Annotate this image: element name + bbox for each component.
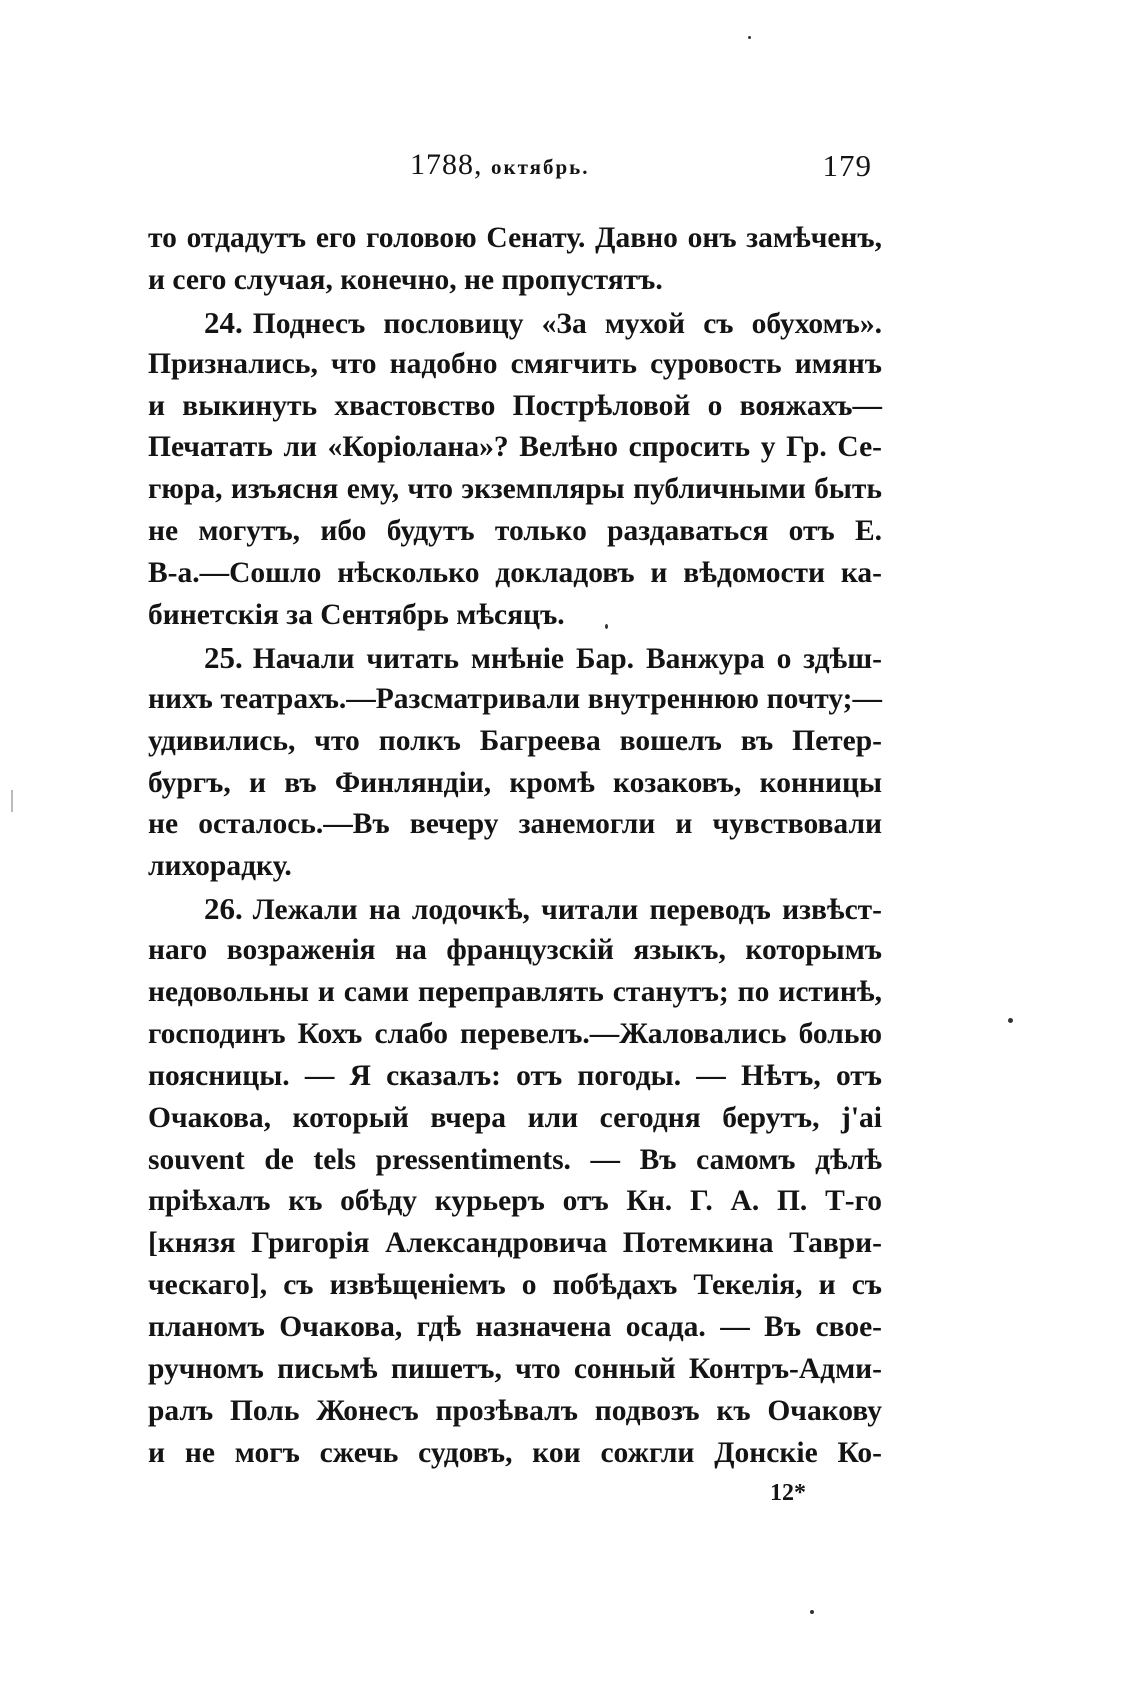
- text-line: нихъ театрахъ.—Разсматривали внутреннюю почту;—: [148, 682, 882, 715]
- text-line: бургъ, и въ Финляндіи, кромѣ козаковъ, конницы: [148, 766, 882, 799]
- text-line: ралъ Поль Жонесъ прозѣвалъ подвозъ къ Очакову: [148, 1394, 882, 1427]
- text-line: не могутъ, ибо будутъ только раздаваться отъ Е.: [148, 515, 882, 548]
- header-year: 1788,: [410, 148, 483, 181]
- text-line: В-а.—Сошло нѣсколько докладовъ и вѣдомости ка-: [148, 557, 882, 590]
- text-line: и не могъ сжечь судовъ, кои сожгли Донскіе Ко-: [148, 1436, 882, 1469]
- entry-number: 25.: [204, 639, 243, 675]
- text-line: недовольны и сами переправлять станутъ; по истинѣ,: [148, 976, 882, 1009]
- text-line: господинъ Кохъ слабо перевелъ.—Жаловались болью: [148, 1017, 882, 1050]
- header-month: октябрь.: [491, 155, 590, 179]
- entry-number: 24.: [204, 304, 243, 340]
- text-line: поясницы. — Я сказалъ: отъ погоды. — Нѣтъ, отъ: [148, 1059, 882, 1092]
- signature-mark: 12*: [770, 1480, 806, 1506]
- scan-speck: [810, 1610, 814, 1614]
- running-header: [148, 148, 882, 188]
- page-number: 179: [822, 148, 872, 183]
- body-text: [148, 218, 882, 1475]
- entry-line: 25. Начали читать мнѣніе Бар. Ванжура о здѣш-: [204, 639, 882, 675]
- text-line: то отдадутъ его головою Сенату. Давно онъ замѣченъ,: [148, 222, 882, 254]
- scan-speck: [605, 624, 608, 629]
- text-line: souvent de tels pressentiments. — Въ самомъ дѣлѣ: [148, 1143, 882, 1176]
- scan-speck: [11, 790, 13, 812]
- text-line: планомъ Очакова, гдѣ назначена осада. — Въ свое-: [148, 1311, 882, 1344]
- text-line: гюра, изъясня ему, что экземпляры публичными быть: [148, 473, 882, 506]
- text-line: лихорадку.: [148, 850, 292, 883]
- text-line: [князя Григорія Александровича Потемкина Таври-: [148, 1227, 882, 1260]
- scan-speck: [748, 36, 751, 39]
- text-line: Очакова, который вчера или сегодня берутъ, j'ai: [148, 1101, 882, 1134]
- text-line: пріѣхалъ къ обѣду курьеръ отъ Кн. Г. А. П. Т-го: [148, 1185, 882, 1218]
- header-title: [410, 148, 590, 182]
- text-line: удивились, что полкъ Багреева вошелъ въ Петер-: [148, 724, 882, 757]
- scan-speck: [1008, 1018, 1013, 1023]
- text-line: и сего случая, конечно, не пропустятъ.: [148, 263, 663, 296]
- text-line: ручномъ письмѣ пишетъ, что сонный Контръ-Адми-: [148, 1353, 882, 1386]
- text-line: ческаго], съ извѣщеніемъ о побѣдахъ Текелія, и съ: [148, 1269, 882, 1302]
- text-line: бинетскія за Сентябрь мѣсяцъ.: [148, 599, 565, 632]
- entry-number: 26.: [204, 891, 243, 927]
- entry-line: 26. Лежали на лодочкѣ, читали переводъ извѣст-: [204, 891, 882, 927]
- text-line: наго возраженія на французскій языкъ, которымъ: [148, 934, 882, 967]
- text-line: и выкинуть хвастовство Пострѣловой о вояжахъ—: [148, 389, 882, 422]
- entry-line: 24. Поднесъ пословицу «За мухой съ обухомъ».: [204, 304, 882, 340]
- text-line: Печатать ли «Коріолана»? Велѣно спросить у Гр. Се-: [148, 431, 882, 464]
- text-line: не осталось.—Въ вечеру занемогли и чувствовали: [148, 808, 882, 841]
- text-line: Признались, что надобно смягчить суровость имянъ: [148, 347, 882, 380]
